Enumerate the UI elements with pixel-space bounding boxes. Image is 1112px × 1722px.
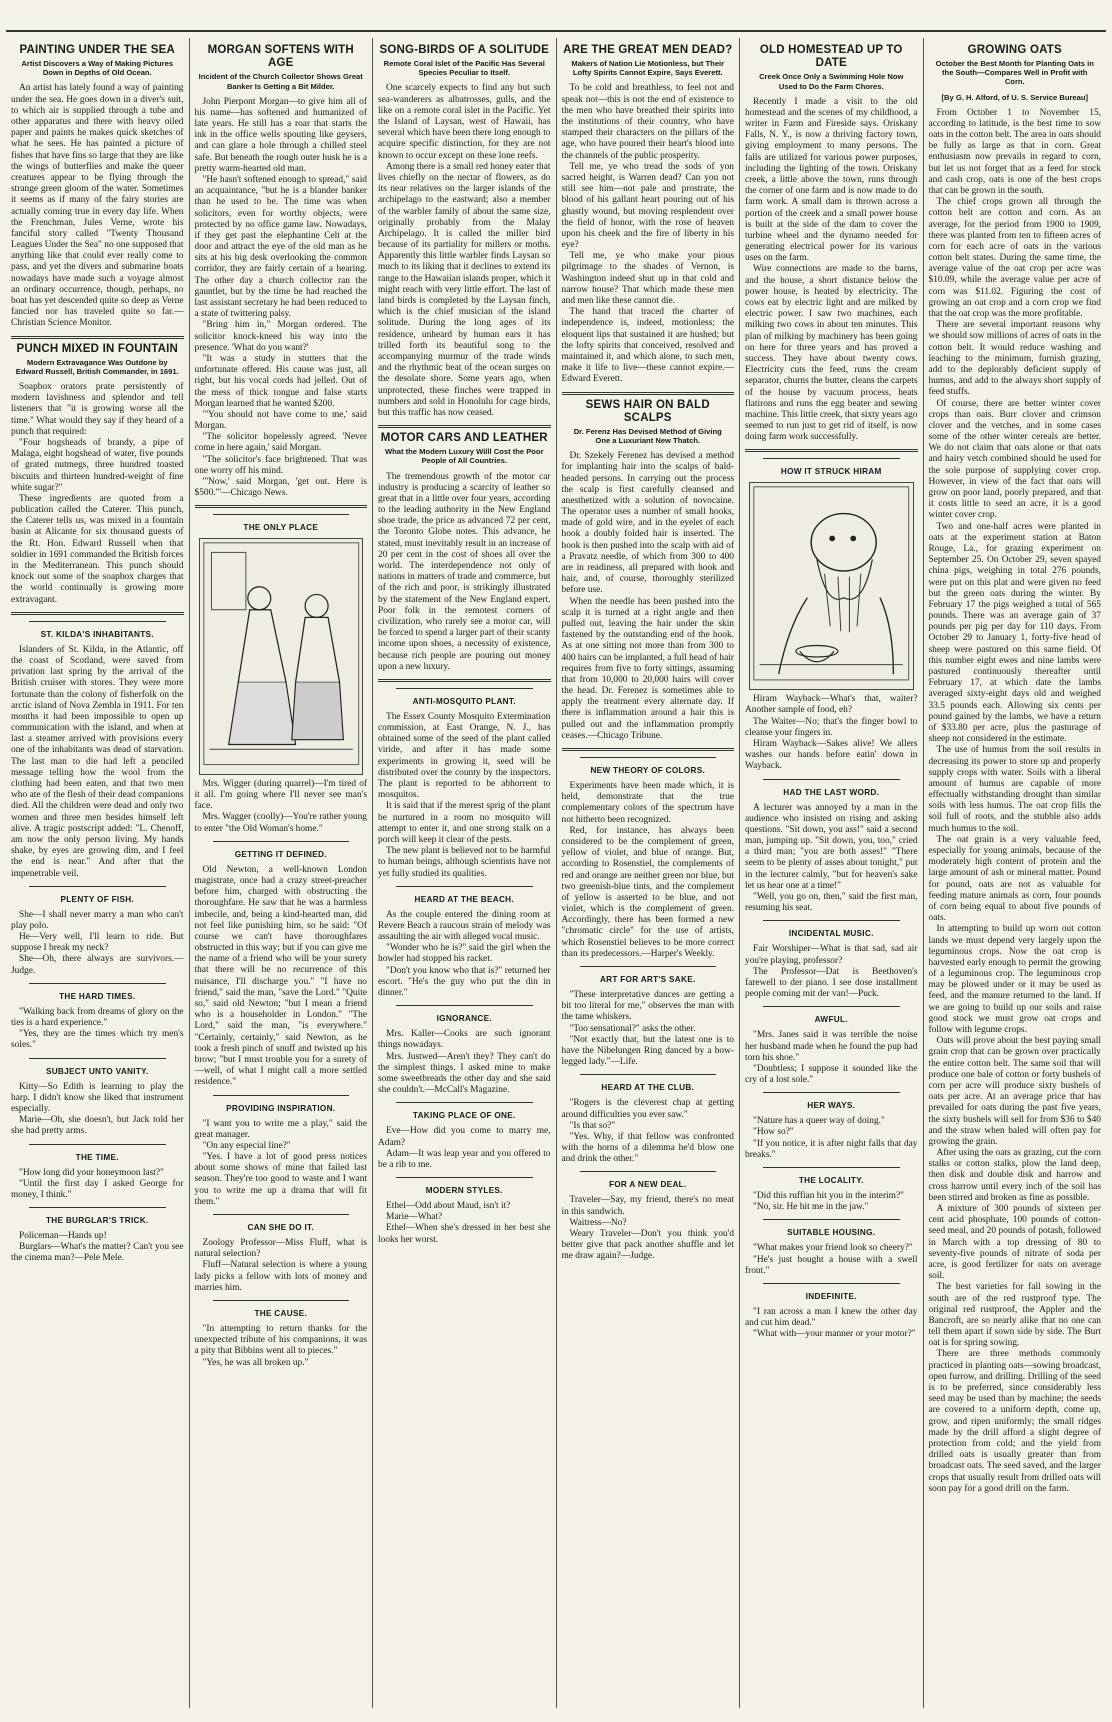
divider-rule [580, 757, 717, 758]
divider-rule [763, 920, 900, 921]
article [378, 1102, 551, 1171]
article [195, 1095, 368, 1209]
divider-rule [763, 1167, 900, 1168]
article [378, 1005, 551, 1096]
paragraph: The Professor—Dat is Beethoven's farewell to der piano. I see dose installment people coming mit der van!—Puck. [745, 966, 918, 1000]
article [195, 841, 368, 1089]
paragraph: Weary Traveler—Don't you think you'd better give that pack another shuffle and let me draw again?—Judge. [561, 1229, 734, 1262]
short-item-title: HOW IT STRUCK HIRAM [780, 467, 882, 477]
paragraph: "Nature has a queer way of doing." [753, 1116, 885, 1127]
short-item-title: PROVIDING INSPIRATION. [226, 1103, 336, 1113]
paragraph: "I want you to write me a play," said the great manager. [194, 1118, 367, 1140]
article [378, 1177, 551, 1246]
paragraph: A mixture of 300 pounds of sixteen per cent acid phosphate, 100 pounds of cotton-seed meal, and 20 pounds of potash, followed in March with a top dressing of 80 to seventy-five pounds of nitrate of soda per acre, is good fertilizer for oats on average soil. [928, 1204, 1101, 1282]
article [745, 920, 918, 1000]
short-item-title: HER WAYS. [807, 1101, 856, 1111]
short-item-title: THE ONLY PLACE [243, 523, 319, 533]
column-2 [189, 38, 373, 1708]
short-item-title: FOR A NEW DEAL. [608, 1180, 687, 1190]
article [745, 1219, 918, 1277]
paragraph: "Yes, they are the times which try men's soles." [11, 1029, 184, 1051]
paragraph: "Yes. I have a lot of good press notices about some shows of mine that failed last season. They're too good to waste and I want you to write me up a drama that will fit them." [194, 1152, 367, 1207]
divider-rule [580, 966, 717, 967]
divider-rule [396, 886, 533, 887]
article [745, 1283, 918, 1341]
article-subhead: Creek Once Only a Swimming Hole Now Used to Do the Farm Chores. [759, 72, 904, 91]
paragraph: "Well, you go on, then," said the first man, resuming his seat. [745, 892, 918, 914]
paragraph: The Waiter—No; that's the finger bowl to cleanse your fingers in. [745, 716, 918, 738]
paragraph: From October 1 to November 15, according to latitude, is the best time to sow oats in the cotton belt. The area in oats should be fully as large as that in corn. Great enthusiasm now prevails in regard to corn, but let us not forget that as a feed for stock and cash crop, oats is one of the best crops that can be grown in the south. [928, 107, 1101, 196]
article [11, 621, 184, 880]
divider-rule [213, 841, 350, 842]
short-item-title: MODERN STYLES. [425, 1186, 503, 1196]
column-5 [739, 38, 923, 1708]
paragraph: "In attempting to return thanks for the unexpected tribute of his companions, it was a pity that Bibbins went all to pieces." [194, 1323, 367, 1357]
article [745, 1006, 918, 1086]
article-byline: [By G. H. Alford, of U. S. Service Bureau] [941, 92, 1089, 102]
divider-rule [763, 1219, 900, 1220]
article [562, 966, 735, 1068]
article [562, 1074, 735, 1165]
paragraph: Wire connections are made to the barns, and the house, a short distance below the power house, is heated by electricity. The cows eat by electric light and are milked by electric power. I saw two machines, each milking two cows in about ten minutes. This plan of milking by machinery has been going on here for three years and has proved a success. They have about twenty cows. Electricity cuts the feed, runs the cream separator, churns the butter, cleans the carpets of the house by vacuum process, heats flatirons and runs the egg beater and sewing machine. This little creek, that sixty years ago seemed to run just to get rid of itself, is now doing farm work successfully. [745, 264, 918, 443]
article [195, 44, 368, 508]
paragraph: Marie—Oh, she doesn't, but Jack told her she had pretty arms. [11, 1115, 184, 1137]
divider-rule [29, 621, 166, 622]
divider-rule [29, 983, 166, 984]
paragraph: Red, for instance, has always been considered to be the complement of green, yellow of violet, and blue of orange. But, according to Rosenstiel, the complements of red and orange are neither green nor blue, but two greenish-blue tints, and the complement of yellow is asserted to be blue, and not violet, which is the complement of green. Accordingly, there has been formed a new "chromatic circle" for the use of artists, which Rosenstiel believes to be more correct than its predecessors.—Harper's Weekly. [561, 825, 734, 959]
short-item-title: THE LOCALITY. [798, 1176, 864, 1186]
divider-rule [763, 1283, 900, 1284]
article [745, 1167, 918, 1213]
divider-rule [763, 458, 900, 459]
paragraph: An artist has lately found a way of painting under the sea. He goes down in a diver's suit, to which air is supplied through a tube and other apparatus and there with heavy oiled paper and paints he makes quick sketches of what he sees. He has painted a picture of fishes that have fins so large that they are like the wings of butterflies and make the queer creatures appear to be flying through the strange green gloom of the water. Sometimes it seems as if many of the fairy stories are actually coming true in every day life. When the Frenchman, Jules Verne, wrote his fanciful story called "Twenty Thousand Leagues Under the Sea" no one supposed that anything like that could ever really come to pass, and yet the divers and submarine boats nowadays have made such a voyage almost an ordinary occurrence, though, perhaps, no boat has yet descended quite so deep as Verne fancied nor has traveled quite so far.—Christian Science Monitor. [11, 83, 184, 329]
article-subhead: Artist Discovers a Way of Making Pictures Down in Depths of Old Ocean. [21, 59, 174, 78]
section-rule [378, 425, 551, 428]
paragraph: "It was a study in stutters that the unfortunate offered. His cause was just, all right, but his vocal cords had jelled. Out of the mess of thick tongue and false starts Morgan learned that he wanted $200. [194, 353, 367, 409]
short-item-title: THE TIME. [75, 1152, 119, 1162]
article [745, 1092, 918, 1161]
short-item-title: THE BURGLAR'S TRICK. [45, 1216, 149, 1226]
section-rule [195, 505, 368, 508]
paragraph: "On any especial line?" [202, 1140, 291, 1151]
paragraph: "Not exactly that, but the latest one is to have the Nibelungen Ring danced by a bow-legged lady."—Life. [561, 1034, 734, 1068]
article [11, 44, 184, 339]
paragraph: "Yes. Why, if that fellow was confronted with the horns of a dilemma he'd blow one and drink the other." [561, 1131, 734, 1165]
paragraph: "'Now,' said Morgan, 'get out. Here is $500.'"—Chicago News. [194, 477, 367, 499]
paragraph: "Four hogsheads of brandy, a pipe of Malaga, eight hogshead of water, five pounds of grated nutmegs, three hundred toasted biscuits and thirteen hundred-weight of fine white sugar?" [11, 437, 184, 493]
divider-rule [29, 886, 166, 887]
paragraph: "Is that so?" [569, 1120, 616, 1131]
paragraph: "How so?" [753, 1127, 794, 1138]
paragraph: The new plant is believed not to be harmful to human beings, although scientists have not yet fully studied its qualities. [378, 846, 551, 879]
top-rule [6, 30, 1106, 32]
article [195, 1300, 368, 1369]
paragraph: One scarcely expects to find any but such sea-wanderers as albatrosses, gulls, and the like on a remote coral islet in the Pacific. Yet the Island of Laysan, west of Hawaii, has several which have been there long enough to acquire specific distinction, for they are not known to occur except on these lone reefs. [378, 83, 551, 161]
short-item-title: HEARD AT THE BEACH. [414, 894, 514, 904]
paragraph: "These interpretative dances are getting a bit too literal for me," observes the man with the tame whiskers. [561, 990, 734, 1023]
paragraph: "If you notice, it is after night falls that day breaks." [745, 1138, 918, 1160]
paragraph: The hand that traced the charter of independence is, indeed, motionless; the eloquent lips that sustained it are hushed; but the lofty spirits that conceived, resolved and maintained it, and which alone, to such men, make it life to live—these cannot expire.—Edward Everett. [561, 307, 734, 385]
article-subhead: October the Best Month for Planting Oats in the South—Compares Well in Profit with Corn. [935, 59, 1094, 87]
divider-rule [580, 1074, 717, 1075]
short-item-title: CAN SHE DO IT. [247, 1223, 315, 1232]
divider-rule [763, 779, 900, 780]
paragraph: "The solicitor's face brightened. That was one worry off his mind. [194, 454, 367, 476]
paragraph: "What with—your manner or your motor?" [753, 1329, 916, 1340]
article-headline: MORGAN SOFTENS WITH AGE [207, 44, 354, 70]
divider-rule [213, 514, 350, 515]
divider-rule [29, 1207, 166, 1208]
paragraph: These ingredients are quoted from a publication called the Caterer. This punch, the Caterer tells us, was mixed in a fountain basin at Alicante for six thousand guests of the Rt. Hon. Edward Russell when that soldier in 1691 commanded the British forces in the Mediterranean. This punch should knock out some of the soapbox charges that the world continually is growing more extravagant. [11, 493, 184, 605]
article [378, 688, 551, 880]
article [745, 779, 918, 915]
article-subhead: Remote Coral Islet of the Pacific Has Several Species Peculiar to Itself. [383, 59, 545, 78]
paragraph: Fluff—Natural selection is where a young lady picks a fellow with lots of money and marries him. [194, 1260, 367, 1293]
paragraph: The oat grain is a very valuable feed, especially for young animals, because of the moderately high content of protein and the large amount of ash or mineral matter. Pound for pound, oats are not as valuable for feeding mature animals as corn, four pounds of corn being equal to about five pounds of oats. [928, 834, 1101, 924]
divider-rule [29, 1058, 166, 1059]
article [11, 886, 184, 977]
paragraph: Among there is a small red honey eater that lives chiefly on the nectar of flowers, as do its near relatives on the larger islands of the archipelago to the eastward; also a member of the warbler family of about the same size, originally probably from the Malay Archipelago. It is called the miller bird because of its partiality for millers or moths. Apparently this little warbler finds Laysan so much to its liking that it declines to extend its range to the Hawaiian islands proper, which it might reach with very little effort. The last of land birds is completed by the Laysan finch, which is the chief musician of the island solitude. During the long ages of its residence, unheard by human ears it has trilled forth its beautiful song to the accompanying murmur of the trade winds and the rhythmic beat of the ocean surges on the desolate shore. Some years ago, when unprotected, these finches were trapped in numbers and sold in Honolulu for cage birds, but this traffic has now ceased. [378, 161, 551, 418]
article-headline: SEWS HAIR ON BALD SCALPS [585, 398, 710, 424]
article-subhead: Makers of Nation Lie Motionless, but Their Lofty Spirits Cannot Expire, Says Everett. [571, 59, 725, 78]
paragraph: Mrs. Wigger (during quarrel)—I'm tired of it all. I'm going where I'll never see man's face. [194, 778, 367, 812]
article [745, 44, 918, 452]
paragraph: "Rogers is the cleverest chap at getting around difficulties you ever saw." [561, 1098, 734, 1120]
paragraph: "Walking back from dreams of glory on the ties is a hard experience." [11, 1006, 184, 1028]
article [562, 1171, 735, 1262]
article [11, 1207, 184, 1265]
article-headline: PAINTING UNDER THE SEA [19, 44, 176, 56]
column-3 [372, 38, 556, 1708]
short-item-title: IGNORANCE. [436, 1014, 492, 1024]
paragraph: Two and one-half acres were planted in oats at the experiment station at Baton Rouge, La., for grazing experiment on September 25. On October 29, seven spayed china pigs, weighing in total 276 pounds, were put on this plat and were given no feed but the green oats during the winter. By February 17 the pigs weighed a total of 565 pounds. There was an average gain of 37 pounds per pig per day for 110 days. From October 29 to January 1, forty-five head of sheep were pastured on this same field. Of this number eight ewes and nine lambs were pastured continuously thereafter until February 17, at which date the lambs averaged sixty-eight days old and weighed 33.5 pounds each. Allowing six cents per pound gained by the lambs, we have a return of $33.80 per acre, plus the pasturage of sheep not considered in the estimate. [928, 521, 1101, 745]
paragraph: "Bring him in," Morgan ordered. The solicitor knock-kneed his way into the presence. 'What do you want?' [194, 320, 367, 353]
paragraph: "Did this ruffian hit you in the interim?" [753, 1191, 904, 1202]
divider-rule [763, 1006, 900, 1007]
paragraph: After using the oats as grazing, cut the corn stalks or cotton stalks, plow the land deep, then disk and double disk and harrow and cross harrow until every inch of the soil has been stirred and broken as fine as possible. [928, 1148, 1101, 1203]
divider-rule [29, 1144, 166, 1145]
paragraph: Policeman—Hands up! [19, 1231, 107, 1242]
paragraph: "How long did your honeymoon last?" [19, 1167, 164, 1178]
paragraph: Adam—It was leap year and you offered to be a rib to me. [378, 1148, 551, 1170]
paragraph: Ethel—When she's dressed in her best she looks her worst. [378, 1223, 551, 1245]
divider-rule [213, 1214, 350, 1215]
paragraph: Of course, there are better winter cover crops than oats. Burr clover and crimson clover and the vetches, and in some cases some of the other winter cereals are better. We do not claim that oats alone or that oats and hairy vetch combined should be used for the sole purpose of supplying cover crop. However, in view of the fact that oats will grow on poor land, poorly prepared, and that it costs little to seed an acre, it is a good winter cover crop. [928, 398, 1101, 521]
paragraph: Burglars—What's the matter? Can't you see the cinema man?—Pele Mele. [11, 1242, 184, 1264]
paragraph: Traveler—Say, my friend, there's no meat in this sandwich. [561, 1195, 734, 1217]
article [11, 983, 184, 1052]
paragraph: Eve—How did you come to marry me, Adam? [378, 1126, 551, 1148]
paragraph: Mrs. Wagger (coolly)—You're rather young to enter "the Old Woman's home." [194, 812, 367, 834]
article [562, 757, 735, 960]
paragraph: She—Oh, there always are survivors.—Judge. [11, 954, 184, 976]
paragraph: "He's just bought a house with a swell front." [745, 1254, 918, 1276]
divider-rule [396, 1102, 533, 1103]
short-item-title: GETTING IT DEFINED. [234, 849, 327, 859]
paragraph: "Don't you know who that is?" returned her escort. "He's the guy who put the din in dinner." [378, 965, 551, 998]
article [562, 44, 735, 395]
paragraph: The tremendous growth of the motor car industry is producing a scarcity of leather so great that in a little over four years, according to the leading authority in the New England shoe trade, the price as advanced 72 per cent, the Toronto Globe notes. This advance, he stated, must inevitably result in an increase of 20 per cent in the cost of shoes all over the world. The interdependence not only of nations in matters of trade and commerce, but of the rich and poor, is strikingly illustrated by the statement of the New England expert. Poor folk in the remotest corners of civilization, who rarely see a motor car, will be forced to spend a larger part of their scanty income upon shoes, a necessity of existence, because rich people are pouring out money upon a new luxury. [378, 471, 551, 672]
short-item-title: PLENTY OF FISH. [60, 894, 134, 904]
short-item-title: INCIDENTAL MUSIC. [788, 929, 874, 939]
article [195, 1214, 368, 1294]
article [929, 44, 1102, 1495]
article [562, 399, 735, 752]
article-subhead: What the Modern Luxury Willl Cost the Poor People of All Countries. [384, 447, 544, 466]
article-headline: MOTOR CARS AND LEATHER [380, 432, 548, 445]
paragraph: Soapbox orators prate persistently of modern lavishness and splendor and tell listeners that "it is growing worse all the time." What would they say if they heard of a punch that required: [11, 382, 184, 437]
section-rule [562, 392, 735, 395]
article [195, 514, 368, 834]
paragraph: To be cold and breathless, to feel not and speak not—this is not the end of existence to the men who have breathed their spirits into the institutions of their country, who have stamped their characters on the pillars of the age, who have poured their heart's blood into the channels of the public prosperity. [561, 83, 734, 161]
quarrel-illustration [200, 539, 363, 768]
paragraph: "The solicitor hopelessly agreed. 'Never come in here again,' said Morgan. [194, 432, 367, 454]
article [378, 886, 551, 1000]
paragraph: Hiram Wayback—Sakes alive! We allers washes our hands before eatin' down in Wayback. [745, 738, 918, 772]
paragraph: "Mrs. Janes said it was terrible the noise her husband made when he found the pup had torn his shoe." [745, 1030, 918, 1063]
article [11, 1144, 184, 1202]
section-rule [378, 679, 551, 682]
article-headline: OLD HOMESTEAD UP TO DATE [759, 44, 903, 70]
divider-rule [580, 1171, 717, 1172]
paragraph: Zoology Professor—Miss Fluff, what is natural selection? [194, 1238, 367, 1260]
column-4 [556, 38, 740, 1708]
section-rule [11, 612, 184, 615]
hiram-illustration [750, 483, 913, 684]
paragraph: Kitty—So Edith is learning to play the harp. I didn't know she liked that instrument especially. [11, 1081, 184, 1114]
column-1 [6, 38, 189, 1708]
short-item-title: INDEFINITE. [805, 1291, 857, 1301]
short-item-title: HEARD AT THE CLUB. [601, 1083, 695, 1093]
short-item-title: SUITABLE HOUSING. [787, 1228, 876, 1238]
divider-rule [396, 1005, 533, 1006]
short-item-title: THE CAUSE. [254, 1308, 308, 1318]
short-item-title: ART FOR ART'S SAKE. [599, 975, 696, 985]
section-rule [562, 748, 735, 751]
divider-rule [396, 688, 533, 689]
paragraph: When the needle has been pushed into the scalp it is turned at a right angle and then pulled out, leaving the hair under the skin fastened by the outstanding end of the hook. As at one sitting not more than from 300 to 400 hairs can be implanted, a full head of hair requires from five to forty sittings, assuming that from 10,000 to 20,000 hairs will cover the head. Dr. Ferenez is sometimes able to apply the treatment every alternate day. If there is inflammation around a hair this is pulled out and the inflammation promptly ceases.—Chicago Tribune. [561, 596, 734, 741]
divider-rule [213, 1300, 350, 1301]
divider-rule [213, 1095, 350, 1096]
paragraph: "Too sensational?" asks the other. [569, 1023, 696, 1034]
paragraph: It is said that if the merest sprig of the plant be nurtured in a room no mosquito will attempt to enter it, and one strong stalk on a porch will keep it clear of the pests. [378, 801, 551, 845]
only-place-cartoon [199, 538, 364, 774]
short-item-title: NEW THEORY OF COLORS. [590, 766, 706, 776]
paragraph: "He hasn't softened enough to spread," said an acquaintance, "but he is a blander banker than he used to be. The time was when solicitors, even for worthy objects, were protected by no office game law. Nowadays, if they get past the elephantine Celt at the door and attract the eye of the old man as he sits at his big desk overlooking the common corridor, they are fairly certain of a hearing. The other day a church collector ran the gauntlet, but by the time he had reached the last assistant secretary he had been reduced to a state of twittering palsy. [194, 174, 367, 320]
paragraph: "No, sir. He hit me in the jaw." [753, 1202, 869, 1213]
paragraph: Recently I made a visit to the old homestead and the scenes of my childhood, a writer in Farm and Fireside says. Oriskany Falls, N. Y., is now a thriving factory town, giving employment to many persons. The falls are utilized for various power purposes, including the lighting of the town. Oriskany creek, a little above the town, runs through the corner of one farm and is now made to do farm work. A small dam is thrown across a portion of the creek and a small power house is built at the side of the dam to cover the turbine wheel and the dynamo needed for generating electrical power for its various uses on the farm. [745, 96, 918, 264]
article-headline: GROWING OATS [967, 44, 1062, 56]
paragraph: Oats will prove about the best paying small grain crop that can be grown over practically the entire cotton belt. The same soil that will produce one bale of cotton or forty bushels of corn per acre will produce sixty bushels of oats per acre. At an average price that has prevailed for oats during the past five years, the sixty bushels will sell for from $36 to $40 and the straw when baled will often pay for growing the grain. [928, 1036, 1101, 1147]
paragraph: Islanders of St. Kilda, in the Atlantic, off the coast of Scotland, were saved from privation last spring by the arrival of the British cruiser with stores. They were more fortunate than the colony of fisherfolk on the arctic island of Nova Zembla in 1911. For ten months it had been impossible to open up communication with the island, and when at last a steamer arrived with provisions every one of the inhabitants was dead of starvation. The last man to die had left a penciled message telling how the wool from the clothing had been eaten, and that two men who ate of the flesh of their dead companions died. All the children were dead and only two women and three men besides himself left alive. A tragic postscript added: "L. Chenoff, am now the only person living. My hands shake, by eyes are growing dim, and I feel the end is near." And after that the impenetrable veil. [11, 644, 184, 879]
paragraph: "Wonder who he is?" said the girl when the howler had stopped his racket. [378, 943, 551, 965]
paragraph: "Yes, he was all broken up." [202, 1357, 309, 1368]
paragraph: A lecturer was annoyed by a man in the audience who insisted on rising and asking questions. "Sit down, you ass!" said a second man, jumping up. "Sit down, you, too," cried a third man; "you are both asses!" "There seem to be plenty of asses about tonight," put in the lecturer calmly, "but for heaven's sake let us hear one at a time!" [745, 802, 918, 891]
article [745, 458, 918, 772]
paragraph: Fair Worshiper—What is that sad, sad air you're playing, professor? [745, 944, 918, 966]
article-headline: SONG-BIRDS OF A SOLITUDE [379, 44, 549, 56]
paragraph: Hiram Wayback—What's that, waiter? Another sample of food, eh? [745, 694, 918, 716]
paragraph: "I ran across a man I knew the other day and cut him dead." [745, 1306, 918, 1329]
article-headline: PUNCH MIXED IN FOUNTAIN [16, 342, 179, 355]
paragraph: Mrs. Kaller—Cooks are such ignorant things nowadays. [378, 1029, 551, 1051]
paragraph: The Essex County Mosquito Extermination commission, at East Orange, N. J., has obtained some of the seed of the plant called viride, and after it has made some experiments in growing it, seed will be distributed over the county by the inspectors. The plant is reported to be abhorrent to mosquitos. [378, 711, 551, 801]
paragraph: John Pierpont Morgan—to give him all of his name—has softened and humanized of late years. He still has a roar that starts the ink in the office wells spouting like geysers, and can glare a hole through a chilled steel safe. But beneath the rough outer husk he is a pretty warm-hearted old man. [194, 96, 367, 174]
paragraph: He—Very well, I'll learn to ride. But suppose I break my neck? [11, 932, 184, 954]
divider-rule [763, 1092, 900, 1093]
columns [6, 38, 1106, 1708]
paragraph: In attempting to build up worn out cotton lands we must depend very largely upon the leguminous crops. Now the oat crop is harvested early enough to permit the growing of a leguminous crop. The leguminous crop may be plowed under or it may be used as feed, and the manure returned to the land. If we are going to build up our soils and raise good stock we must grow oat crops and follow with legume crops. [928, 924, 1101, 1036]
article-headline: ARE THE GREAT MEN DEAD? [563, 44, 733, 56]
short-item-title: TAKING PLACE OF ONE. [412, 1111, 516, 1121]
article-subhead: Modern Extravagance Was Outdone by Edward Russell, British Commander, in 1691. [15, 357, 179, 376]
short-item-title: ANTI-MOSQUITO PLANT. [412, 696, 516, 706]
article [11, 343, 184, 615]
short-item-title: SUBJECT UNTO VANITY. [45, 1066, 149, 1076]
paragraph: Marie—What? [386, 1212, 443, 1223]
article-subhead: Incident of the Church Collector Shows Great Banker Is Getting a Bit Milder. [198, 72, 363, 91]
article [11, 1058, 184, 1138]
divider-rule [396, 1177, 533, 1178]
short-item-title: AWFUL. [814, 1015, 848, 1025]
paragraph: Tell me, ye who make your pious pilgrimage to the shades of Vernon, is Washington indeed shut up in that cold and narrow house? That which made these men and men like these cannot die. [561, 251, 734, 306]
paragraph: The chief crops grown all through the cotton belt are cotton and corn. As an average, for the period from 1900 to 1909, there was planted from ten to fifteen acres of corn for each acre of oats in the various cotton belt states. During the same time, the average value of the oat crop per acre was $10.09, while the average value per acre of corn was $11.02. Figuring the cost of growing an oat crop and a corn crop we find that the oat crop was the more profitable. [928, 197, 1101, 320]
section-rule [745, 449, 918, 452]
article-subhead: Dr. Ferenz Has Devised Method of Giving One a Luxuriant New Thatch. [573, 426, 722, 446]
article [378, 44, 551, 428]
paragraph: There are several important reasons why we should sow millions of acres of oats in the cotton belt. It would reduce washing and leaching to the minimum, furnish grazing, add to the deplorably deficient supply of humus, and add to the always short supply of feed stuffs. [928, 320, 1101, 398]
short-item-title: THE HARD TIMES. [59, 991, 136, 1001]
article [378, 432, 551, 682]
paragraph: Old Newton, a well-known London magistrate, once had a crazy street-preacher before him, charged with obstructing the thoroughfare. He saw that he was a harmless imbecile, and, being a kind-hearted man, did not feel like punishing him, so he said: "Of course we can't have thoroughfares obstructed in this way; but if you can give me the name of a friend who will be your surety that there will be no recurrence of this nuisance, I'll discharge you." "I have no friend," said the man, "save the Lord." "Quite so," said old Newton; "but I mean a friend who is a householder in London." "The Lord," said the man, "is everywhere." "Certainly, certainly," said Newton, as he took a fresh pinch of snuff and twisted up his brow; "but I must trouble you for a surety of—well, of what I might call a more settled residence." [194, 864, 367, 1088]
paragraph: The use of humus from the soil results in decreasing its power to store up and properly supply crops with water. Soils with a liberal amount of humus are capable of more effectually withstanding drought than similar soils with less humus. The oat crop fills the soil full of roots, and the stubble also adds much humus to the soil. [928, 745, 1101, 834]
paragraph: "Until the first day I asked George for money, I think." [11, 1178, 184, 1200]
paragraph: Mrs. Justwed—Aren't they? They can't do the simplest things. I asked mine to make some sweetbreads the other day and she said she couldn't.—McCall's Magazine. [378, 1051, 551, 1096]
paragraph: As the couple entered the dining room at Revere Beach a raucous strain of melody was assaulting the air with alleged vocal music. [378, 909, 551, 943]
paragraph: Waitress—No? [569, 1217, 627, 1228]
hiram-cartoon [749, 482, 914, 690]
short-item-title: HAD THE LAST WORD. [783, 787, 880, 797]
paragraph: Dr. Szekely Ferenez has devised a method for implanting hair into the scalps of bald-headed persons. In carrying out the process the scalp is first carefully cleansed and anesthetized with a solution of novocaine. The operator uses a number of small hooks, made of gold wire, and in the eyelet of each hook a doubly folded hair is inserted. The hook is then pushed into the scalp with aid of a Pravatz needle, of which from 300 to 400 are in readiness, all prepared with hook and hair, and, of course, thoroughly sterilized before use. [561, 451, 734, 596]
paragraph: Tell me, ye who tread the sods of yon sacred height, is Warren dead? Can you not still see him—not pale and prostrate, the blood of his gallant heart pouring out of his ghastly wound, but moving resplendent over the field of honor, with the rose of heaven upon his cheek and the fire of liberty in his eye? [561, 161, 734, 251]
paragraph: Ethel—Odd about Maud, isn't it? [386, 1201, 511, 1212]
paragraph: She—I shall never marry a man who can't play polo. [11, 909, 184, 931]
paragraph: Experiments have been made which, it is held, demonstrate that the true complementary colors of the spectrum have not hitherto been recognized. [561, 781, 734, 825]
column-6 [923, 38, 1107, 1708]
paragraph: "'You should not have come to me,' said Morgan. [194, 409, 367, 432]
section-rule [11, 336, 184, 339]
paragraph: There are three methods commonly practiced in planting oats—sowing broadcast, open furrow, and drilling. Drilling of the seed is to be preferred, since considerably less seed may be used than by machine; the seeds are covered to a uniform depth, come up, grow, and ripen uniformly; the small ridges made by the drill afford a slight degree of protection from cold; and the yield from drilled oats is usually greater than from broadcast oats. The seed saved, and the larger crops that usually result from drilled oats will soon pay for a good drill on the farm. [928, 1349, 1101, 1494]
paragraph: The best varieties for fall sowing in the south are of the red rustproof type. The original red rustproof, the Appler and the Bancroft, are so nearly alike that no one can tell them apart if sown side by side. The Burt oat is for spring sowing. [928, 1282, 1101, 1349]
paragraph: "What makes your friend look so cheery?" [753, 1243, 913, 1254]
short-item-title: ST. KILDA'S INHABITANTS. [40, 629, 154, 639]
paragraph: "Doubtless; I suppose it sounded like the cry of a lost sole." [745, 1063, 918, 1086]
